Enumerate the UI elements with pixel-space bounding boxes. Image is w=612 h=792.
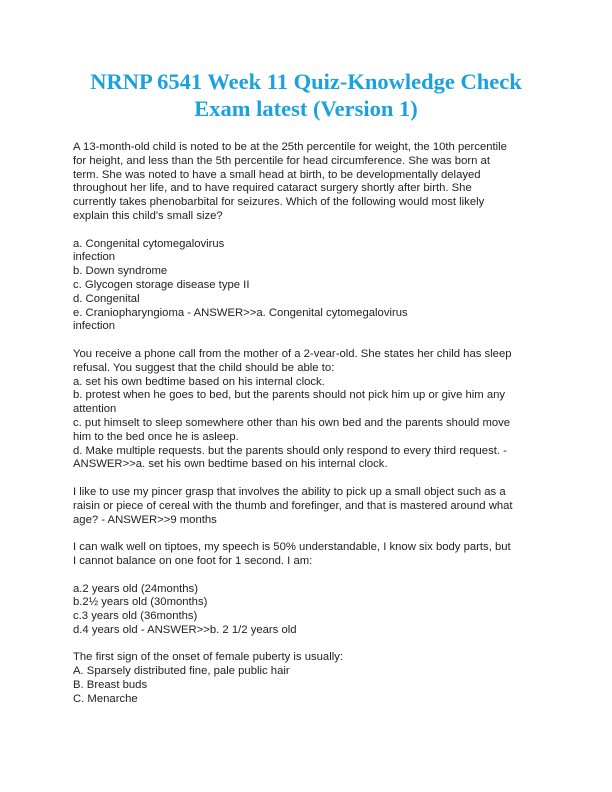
paragraph-gap (73, 334, 553, 348)
answer-option: infection (73, 320, 116, 333)
paragraph-gap (73, 472, 553, 486)
answer-option: a. set his own bedtime based on his internal clock. (73, 375, 325, 388)
question-text-line: The first sign of the onset of female puberty is usually: (73, 651, 344, 664)
answer-option: ANSWER>>a. set his own bedtime based on his internal clock. (73, 458, 388, 471)
answer-option: c. put himselt to sleep somewhere other than his own bed and the parents should move (73, 416, 511, 429)
answer-option: d. Make multiple requests. but the parents should only respond to every third request. - (73, 444, 507, 457)
title-line-2: Exam latest (Version 1) (194, 96, 418, 121)
answer-option: b.2½ years old (30months) (73, 596, 208, 609)
question-5 (73, 651, 553, 706)
question-text-line: currently takes phenobarbital for seizures. Which of the following would most likely (73, 196, 485, 209)
question-text-line: refusal. You suggest that the child should be able to: (73, 361, 335, 374)
document-body (73, 141, 553, 707)
question-text-line: age? - ANSWER>>9 months (73, 513, 217, 526)
paragraph-gap (73, 638, 553, 652)
answer-option: B. Breast buds (73, 679, 148, 692)
answer-option: infection (73, 251, 116, 264)
answer-option: b. protest when he goes to bed, but the parents should not pick him up or give him any (73, 389, 506, 402)
answer-option: him to the bed once he is asleep. (73, 430, 239, 443)
question-text-line: term. She was noted to have a small head at birth, to be developmentally delayed (73, 168, 481, 181)
title-line-1: NRNP 6541 Week 11 Quiz-Knowledge Check (90, 69, 522, 94)
question-text-line: for height, and less than the 5th percentile for head circumference. She was born at (73, 154, 490, 167)
question-text-line: I can walk well on tiptoes, my speech is 50% understandable, I know six body parts, but (73, 541, 511, 554)
paragraph-gap (73, 224, 553, 238)
answer-option: C. Menarche (73, 692, 138, 705)
question-3 (73, 486, 553, 527)
answer-option: a.2 years old (24months) (73, 582, 198, 595)
page-title (40, 68, 572, 122)
question-text-line: I cannot balance on one foot for 1 second. I am: (73, 554, 313, 567)
question-1 (73, 141, 553, 334)
answer-option: d.4 years old - ANSWER>>b. 2 1/2 years old (73, 623, 297, 636)
question-4 (73, 541, 553, 638)
answer-option: c.3 years old (36months) (73, 610, 198, 623)
question-2 (73, 348, 553, 472)
question-text-line: explain this child's small size? (73, 209, 223, 222)
question-text-line: I like to use my pincer grasp that involves the ability to pick up a small object such as a (73, 485, 506, 498)
question-text-line: You receive a phone call from the mother of a 2-vear-old. She states her child has sleep (73, 347, 512, 360)
answer-option: b. Down syndrome (73, 265, 168, 278)
answer-option: a. Congenital cytomegalovirus (73, 237, 225, 250)
answer-option: e. Craniopharyngioma - ANSWER>>a. Congenital cytomegalovirus (73, 306, 408, 319)
answer-option: c. Glycogen storage disease type II (73, 278, 250, 291)
answer-option: d. Congenital (73, 292, 140, 305)
paragraph-gap (73, 569, 553, 583)
answer-option: attention (73, 403, 117, 416)
answer-option: A. Sparsely distributed fine, pale public hair (73, 665, 290, 678)
question-text-line: raisin or piece of cereal with the thumb and forefinger, and that is mastered around what (73, 499, 513, 512)
paragraph-gap (73, 527, 553, 541)
question-text-line: A 13-month-old child is noted to be at the 25th percentile for weight, the 10th percentile (73, 141, 507, 153)
question-text-line: throughout her life, and to have required cataract surgery shortly after birth. She (73, 182, 472, 195)
